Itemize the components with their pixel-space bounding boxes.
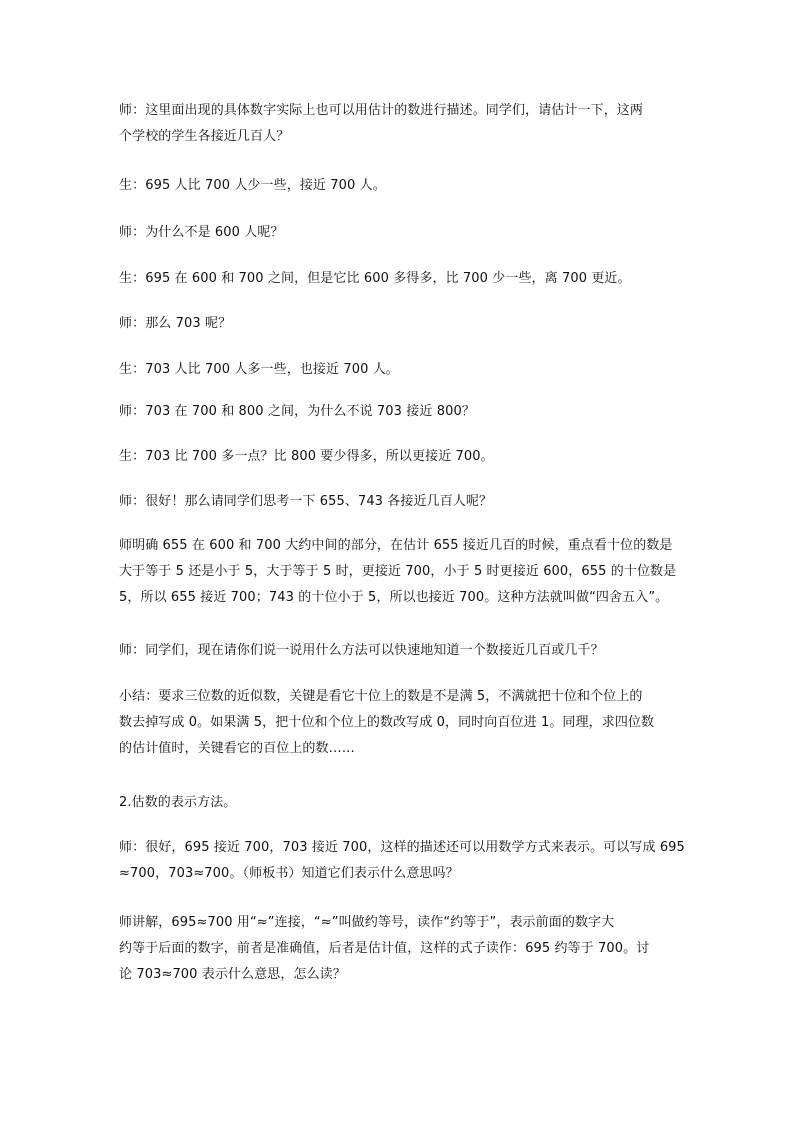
text-line: 师：为什么不是 600 人呢？: [119, 225, 284, 240]
text-line: 生：695 人比 700 人少一些，接近 700 人。: [119, 178, 386, 193]
text-line: 师：很好！那么请同学们思考一下 655、743 各接近几百人呢？: [119, 494, 493, 509]
paragraph-teacher-why-not-800: [119, 399, 679, 425]
text-line: 大于等于 5 还是小于 5，大于等于 5 时，更接近 700，小于 5 时更接近 600，655 的十位数是: [119, 564, 677, 579]
text-line: 师：703 在 700 和 800 之间，为什么不说 703 接近 800？: [119, 404, 475, 419]
text-line: 师：这里面出现的具体数字实际上也可以用估计的数进行描述。同学们，请估计一下，这两: [119, 103, 644, 118]
text-line: 2.估数的表示方法。: [119, 795, 237, 810]
text-line: 生：703 人比 700 人多一些，也接近 700 人。: [119, 362, 399, 377]
text-line: ≈700，703≈700。（师板书）知道它们表示什么意思吗？: [119, 866, 459, 881]
text-line: 生：703 比 700 多一点？比 800 要少得多，所以更接近 700。: [119, 449, 494, 464]
text-line: 个学校的学生各接近几百人？: [119, 129, 290, 144]
text-line: 小结：要求三位数的近似数，关键是看它十位上的数是不是满 5，不满就把十位和个位上的: [119, 689, 643, 704]
text-line: 师：同学们，现在请你们说一说用什么方法可以快速地知道一个数接近几百或几千？: [119, 643, 604, 658]
paragraph-student-explain-703: [119, 444, 679, 470]
text-line: 5，所以 655 接近 700；743 的十位小于 5，所以也接近 700。这种方法就叫做“四舍五入”。: [119, 590, 669, 605]
text-line: 论 703≈700 表示什么意思，怎么读？: [119, 967, 346, 982]
paragraph-student-explain-695: [119, 266, 679, 292]
paragraph-approx-sign-explanation: [119, 910, 679, 988]
paragraph-teacher-notation: [119, 835, 685, 887]
paragraph-summary: [119, 684, 679, 762]
paragraph-teacher-method-question: [119, 638, 679, 664]
text-line: 数去掉写成 0。如果满 5，把十位和个位上的数改写成 0，同时向百位进 1。同理，求四位数: [119, 715, 655, 730]
paragraph-student-answer-695: [119, 173, 679, 199]
section-heading-estimation-notation: [119, 790, 679, 816]
paragraph-student-answer-703: [119, 357, 679, 383]
paragraph-teacher-think-655-743: [119, 489, 679, 515]
text-line: 师：很好，695 接近 700，703 接近 700，这样的描述还可以用数学方式来表示。可以写成 695: [119, 840, 685, 855]
paragraph-rounding-explanation: [119, 533, 679, 611]
text-line: 师讲解，695≈700 用“≈”连接，“≈”叫做约等号，读作“约等于”，表示前面的数字大: [119, 915, 615, 930]
text-line: 约等于后面的数字，前者是准确值，后者是估计值，这样的式子读作：695 约等于 700。讨: [119, 941, 650, 956]
paragraph-teacher-why-not-600: [119, 220, 679, 246]
paragraph-teacher-estimate-question: [119, 98, 679, 150]
text-line: 的估计值时，关键看它的百位上的数……: [119, 741, 355, 756]
text-line: 师：那么 703 呢？: [119, 316, 232, 331]
paragraph-teacher-ask-703: [119, 311, 679, 337]
text-line: 生：695 在 600 和 700 之间，但是它比 600 多得多，比 700 少一些，离 700 更近。: [119, 271, 631, 286]
text-line: 师明确 655 在 600 和 700 大约中间的部分，在估计 655 接近几百的时候，重点看十位的数是: [119, 538, 673, 553]
